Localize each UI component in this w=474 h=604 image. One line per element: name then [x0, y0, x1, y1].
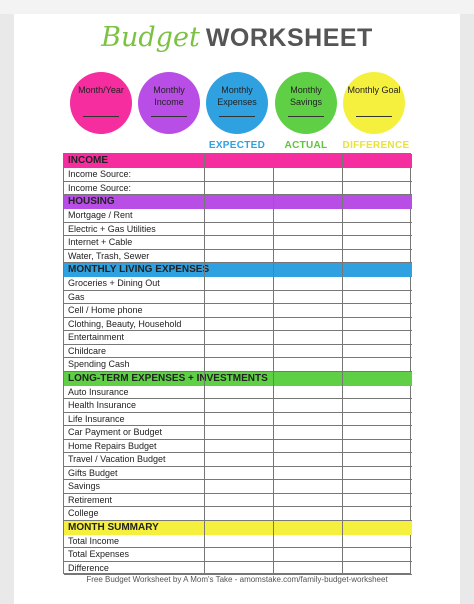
section-title: MONTH SUMMARY: [68, 521, 159, 533]
row-label: Retirement: [68, 494, 113, 505]
table-row[interactable]: [64, 467, 412, 481]
title-bold: WORKSHEET: [205, 24, 373, 52]
page-title: [0, 22, 474, 53]
budget-table: [63, 153, 411, 574]
column-header-1: ACTUAL: [284, 140, 328, 151]
viewer-margin-right: [460, 14, 474, 604]
table-row[interactable]: [64, 386, 412, 400]
table-row[interactable]: [64, 535, 412, 549]
section-header: [64, 195, 412, 209]
table-row[interactable]: [64, 358, 412, 372]
row-label: Groceries + Dining Out: [68, 278, 160, 288]
table-row[interactable]: [64, 168, 412, 182]
row-label: Total Expenses: [68, 549, 130, 559]
row-label: Auto Insurance: [68, 386, 129, 397]
section-title: INCOME: [68, 155, 108, 166]
row-label: College: [68, 508, 99, 518]
row-label: Health Insurance: [68, 400, 137, 410]
circle-1[interactable]: [138, 72, 200, 134]
table-row[interactable]: [64, 331, 412, 345]
row-label: Childcare: [68, 345, 107, 356]
section-title: LONG-TERM EXPENSES + INVESTMENTS: [68, 372, 268, 384]
column-header-0: EXPECTED: [208, 140, 266, 151]
table-row[interactable]: [64, 182, 412, 196]
row-label: Total Income: [68, 535, 120, 546]
section-header: [64, 154, 412, 168]
table-row[interactable]: [64, 494, 412, 508]
row-label: Savings: [68, 481, 101, 491]
circle-write-line: [356, 116, 392, 117]
section-header: [64, 372, 412, 386]
row-label: Water, Trash, Sewer: [68, 250, 150, 261]
row-label: Income Source:: [68, 182, 132, 193]
row-label: Cell / Home phone: [68, 305, 143, 315]
table-row[interactable]: [64, 440, 412, 454]
section-title: MONTHLY LIVING EXPENSES: [68, 264, 210, 275]
table-row[interactable]: [64, 223, 412, 237]
section-title: HOUSING: [68, 196, 115, 207]
table-row[interactable]: [64, 291, 412, 305]
table-row[interactable]: [64, 453, 412, 467]
circle-2[interactable]: [206, 72, 268, 134]
column-header-2: DIFFERENCE: [342, 140, 410, 151]
viewer-margin-left: [0, 14, 14, 604]
row-label: Internet + Cable: [68, 237, 133, 247]
table-row[interactable]: [64, 413, 412, 427]
table-row[interactable]: [64, 304, 412, 318]
table-row[interactable]: [64, 250, 412, 264]
row-label: Car Payment or Budget: [68, 427, 163, 437]
circle-label: Monthly Savings: [289, 85, 323, 107]
row-label: Clothing, Beauty, Household: [68, 318, 182, 329]
circle-4[interactable]: [343, 72, 405, 134]
column-divider: [204, 154, 205, 575]
row-label: Electric + Gas Utilities: [68, 223, 156, 234]
row-label: Spending Cash: [68, 359, 130, 369]
table-row[interactable]: [64, 277, 412, 291]
table-row[interactable]: [64, 345, 412, 359]
circle-0[interactable]: [70, 72, 132, 134]
circle-label: Monthly Expenses: [217, 85, 257, 107]
circle-write-line: [151, 116, 187, 117]
row-label: Income Source:: [68, 169, 132, 179]
circle-write-line: [288, 116, 324, 117]
circle-label: Month/Year: [78, 85, 124, 95]
row-label: Gas: [68, 291, 85, 302]
row-label: Difference: [68, 562, 109, 573]
circle-write-line: [219, 116, 255, 117]
row-label: Gifts Budget: [68, 467, 118, 478]
table-row[interactable]: [64, 548, 412, 562]
circle-write-line: [83, 116, 119, 117]
row-label: Travel / Vacation Budget: [68, 454, 166, 464]
section-header: [64, 521, 412, 535]
section-header: [64, 263, 412, 277]
circle-3[interactable]: [275, 72, 337, 134]
table-row[interactable]: [64, 318, 412, 332]
row-label: Home Repairs Budget: [68, 440, 157, 451]
row-label: Mortgage / Rent: [68, 210, 133, 220]
title-script: Budget: [101, 22, 200, 53]
row-label: Entertainment: [68, 332, 125, 342]
circle-label: Monthly Goal: [347, 85, 401, 95]
status-bar: [0, 0, 474, 14]
table-row[interactable]: [64, 209, 412, 223]
circle-label: Monthly Income: [153, 85, 185, 107]
table-row[interactable]: [64, 399, 412, 413]
row-label: Life Insurance: [68, 413, 125, 424]
table-row[interactable]: [64, 480, 412, 494]
footer-credit: Free Budget Worksheet by A Mom's Take - amomstake.com/family-budget-worksheet: [86, 575, 388, 584]
table-row[interactable]: [64, 507, 412, 521]
column-divider: [273, 154, 274, 575]
column-divider: [342, 154, 343, 575]
table-row[interactable]: [64, 562, 412, 576]
table-row[interactable]: [64, 236, 412, 250]
table-row[interactable]: [64, 426, 412, 440]
